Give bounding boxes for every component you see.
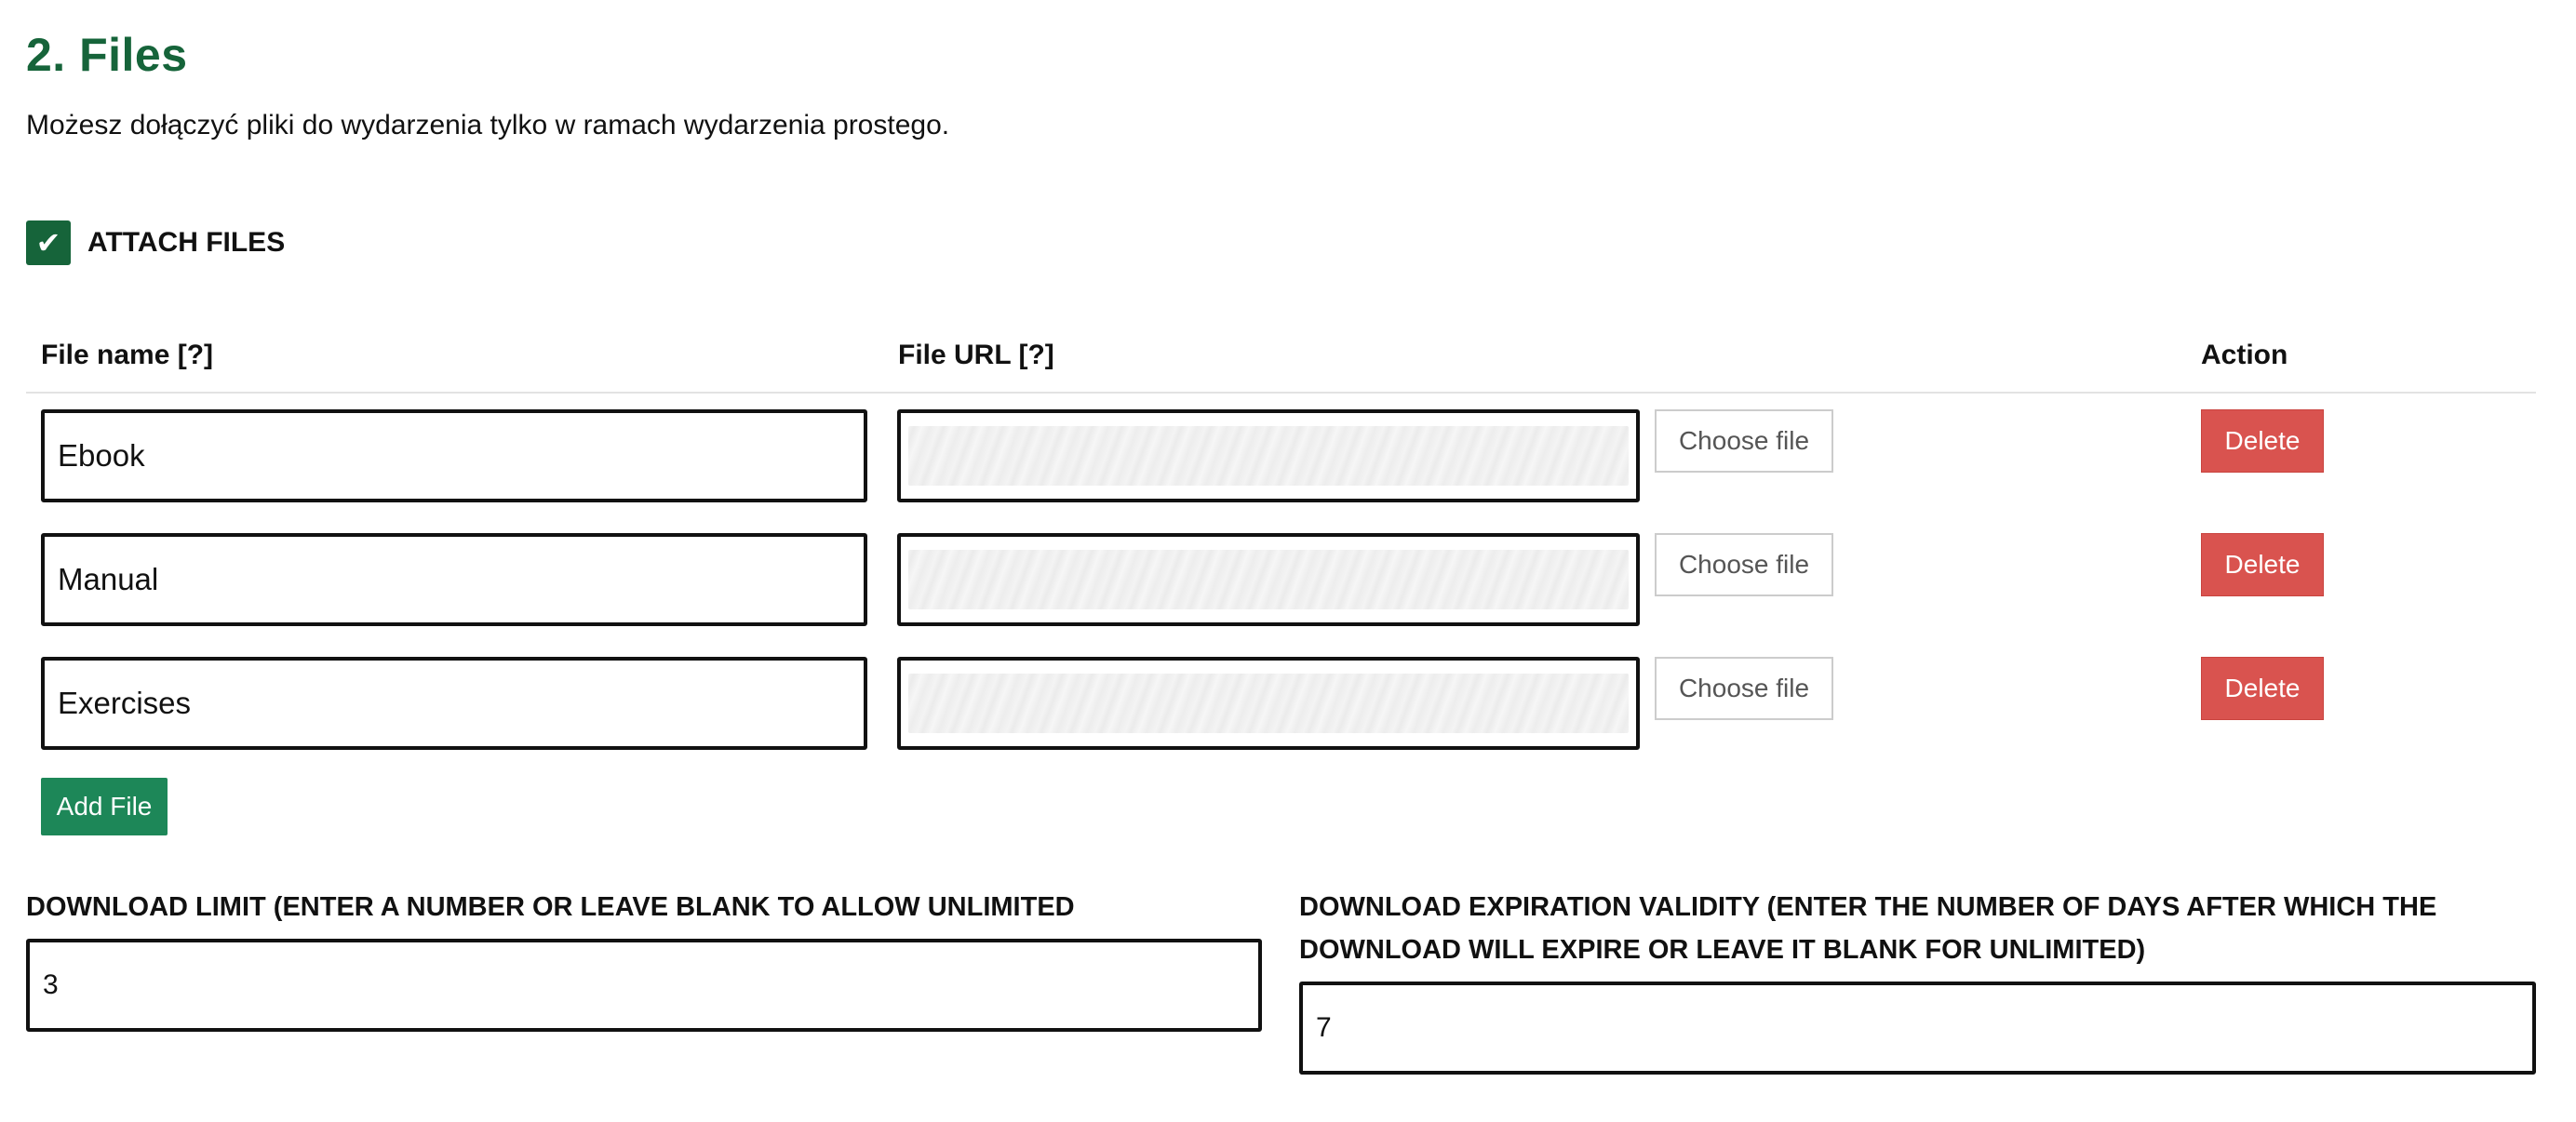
file-url-redacted — [908, 426, 1629, 486]
column-header-action: Action — [2201, 340, 2288, 370]
table-header-divider — [26, 392, 2536, 394]
file-row — [0, 409, 2576, 506]
download-expiration-label: DOWNLOAD EXPIRATION VALIDITY (ENTER THE NUMBER OF DAYS AFTER WHICH THE DOWNLOAD WILL EXPIRE OR LEAVE IT BLANK FOR UNLIMITED) — [1299, 892, 2437, 965]
add-file-button[interactable]: Add File — [41, 778, 168, 835]
choose-file-button[interactable]: Choose file — [1655, 657, 1833, 720]
column-header-file-name: File name [?] — [41, 340, 214, 370]
download-limit-label: DOWNLOAD LIMIT (ENTER A NUMBER OR LEAVE BLANK TO ALLOW UNLIMITED — [26, 892, 1075, 922]
delete-file-button[interactable]: Delete — [2201, 533, 2324, 596]
download-expiration-input[interactable] — [1299, 982, 2536, 1075]
attach-files-label: ATTACH FILES — [87, 227, 286, 258]
delete-file-button[interactable]: Delete — [2201, 657, 2324, 720]
file-row — [0, 533, 2576, 630]
section-title: 2. Files — [26, 29, 188, 81]
attach-files-toggle[interactable] — [26, 220, 285, 266]
column-header-file-url: File URL [?] — [898, 340, 1054, 370]
checkmark-icon: ✔ — [35, 226, 61, 260]
file-row — [0, 657, 2576, 754]
attach-files-checkbox[interactable] — [26, 220, 71, 265]
choose-file-button[interactable]: Choose file — [1655, 533, 1833, 596]
download-limit-input[interactable] — [26, 939, 1262, 1032]
file-url-input[interactable] — [897, 533, 1640, 626]
choose-file-button[interactable]: Choose file — [1655, 409, 1833, 473]
file-url-redacted — [908, 550, 1629, 609]
file-url-redacted — [908, 674, 1629, 733]
file-name-input[interactable] — [41, 533, 867, 626]
delete-file-button[interactable]: Delete — [2201, 409, 2324, 473]
section-intro: Możesz dołączyć pliki do wydarzenia tylko w ramach wydarzenia prostego. — [26, 110, 950, 140]
file-url-input[interactable] — [897, 409, 1640, 502]
file-name-input[interactable] — [41, 657, 867, 750]
file-url-input[interactable] — [897, 657, 1640, 750]
file-name-input[interactable] — [41, 409, 867, 502]
